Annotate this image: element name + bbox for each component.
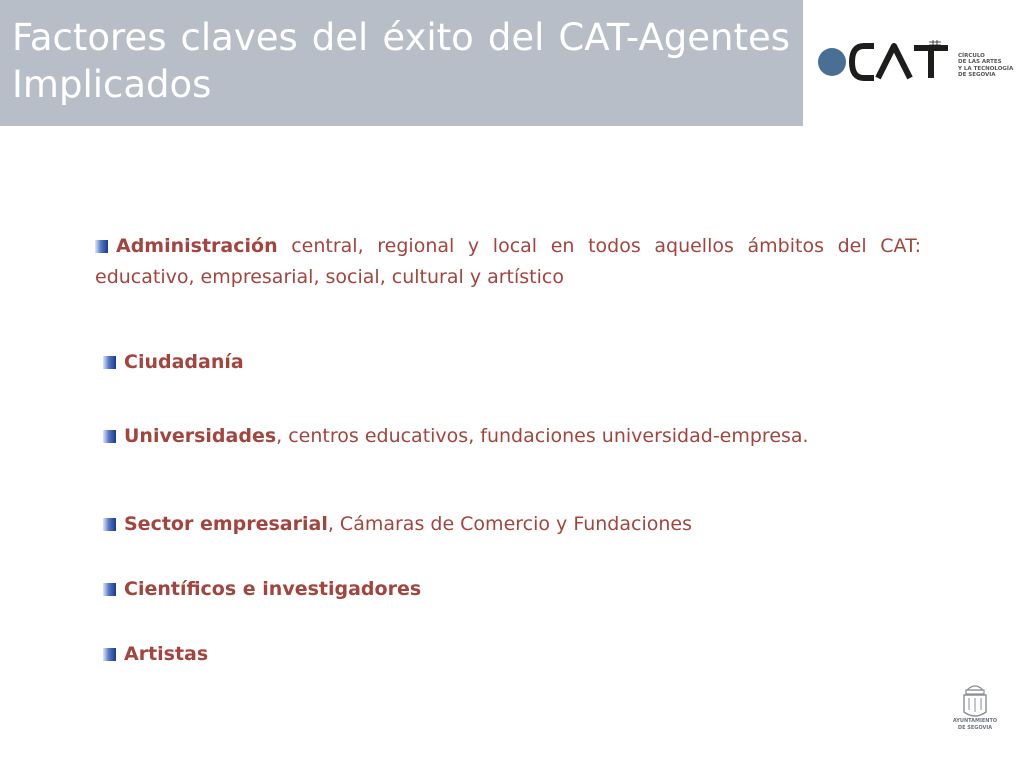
item-text: , Cámaras de Comercio y Fundaciones <box>327 513 692 535</box>
bullet-icon <box>95 240 108 253</box>
item-text: , centros educativos, fundaciones universidad-empresa. <box>276 425 809 447</box>
bullet-icon <box>103 356 116 369</box>
title-bar <box>0 0 803 126</box>
list-item-cientificos <box>103 578 421 600</box>
logo-dot-icon <box>818 48 846 76</box>
bullet-icon <box>103 518 116 531</box>
list-item-administracion <box>95 231 921 293</box>
bullet-icon <box>103 430 116 443</box>
item-bold: Sector empresarial <box>124 513 328 535</box>
seal-caption: AYUNTAMIENTO DE SEGOVIA <box>952 718 998 731</box>
bullet-icon <box>103 648 116 661</box>
item-bold: Administración <box>116 235 278 257</box>
list-item-ciudadania <box>103 351 244 373</box>
logo-subtitle: CÍRCULO DE LAS ARTES Y LA TECNOLOGÍA DE SEGOVIA <box>958 53 1014 78</box>
bullet-icon <box>103 583 116 596</box>
item-bold: Científicos e investigadores <box>124 578 422 600</box>
item-bold: Artistas <box>124 643 209 665</box>
item-bold: Universidades <box>124 425 277 447</box>
item-text: central, regional y local en todos aquellos ámbitos del CAT: educativo, empresarial, social, cultural y artístico <box>95 235 921 288</box>
list-item-sector-empresarial <box>103 513 692 535</box>
logo-c-letter <box>852 46 874 78</box>
item-bold: Ciudadanía <box>124 351 244 373</box>
logo-t-letter <box>914 48 948 78</box>
list-item-universidades <box>103 425 809 447</box>
slide-title: Factores claves del éxito del CAT-Agentes Implicados <box>12 16 790 106</box>
logo-a-letter <box>878 46 910 78</box>
list-item-artistas <box>103 643 208 665</box>
